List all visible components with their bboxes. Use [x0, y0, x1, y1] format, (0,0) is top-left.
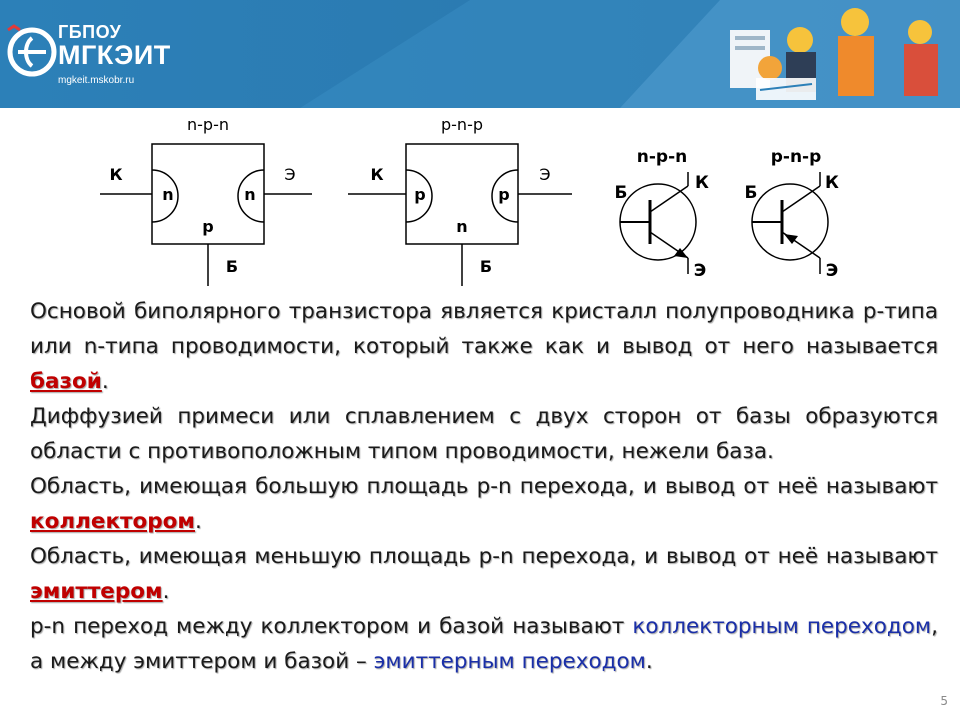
- npn-symbol: [615, 147, 710, 281]
- paragraph-collector: [30, 469, 938, 539]
- npn-emitter-label: Э: [284, 165, 296, 184]
- term-collector-junction: коллекторным переходом: [632, 614, 932, 639]
- paragraph-text: p-n переход между коллектором и базой называют: [30, 614, 633, 639]
- npn-structure-diagram: [100, 115, 312, 286]
- paragraph-base: [30, 294, 938, 399]
- org-name: МГКЭИТ: [58, 40, 171, 70]
- paragraph-text: Диффузией примеси или сплавлением с двух сторон от базы образуются области с противоположным типом проводимости, нежели база.: [30, 404, 938, 464]
- paragraph-text: Область, имеющая большую площадь p-n перехода, и вывод от неё называют: [30, 474, 938, 499]
- pnp-emitter-label: Э: [539, 165, 551, 184]
- paragraph-junctions: [30, 609, 938, 679]
- pnp-collector-label: К: [370, 165, 384, 184]
- paragraph-text: Область, имеющая меньшую площадь p-n перехода, и вывод от неё называют: [30, 544, 938, 569]
- pnp-symbol: [745, 147, 840, 281]
- paragraph-diffusion: [30, 399, 938, 469]
- npn-right-region: n: [244, 185, 256, 204]
- paragraph-end: .: [645, 649, 653, 674]
- npn-symbol-collector-label: К: [695, 173, 709, 193]
- term-base: базой: [30, 369, 102, 394]
- paragraph-end: .: [162, 579, 170, 604]
- paragraph-text: Основой биполярного транзистора является кристалл полупроводника p-типа или n-типа проводимости, который также как и вывод от него называется: [30, 299, 938, 359]
- npn-symbol-title: n-p-n: [636, 147, 688, 167]
- npn-left-region: n: [162, 185, 174, 204]
- npn-symbol-base-label: Б: [614, 183, 628, 203]
- pnp-right-region: p: [498, 185, 510, 204]
- npn-structure-title: n-p-n: [187, 115, 229, 134]
- npn-symbol-emitter-label: Э: [693, 261, 707, 281]
- pnp-base-region: n: [456, 217, 468, 236]
- pnp-symbol-title: p-n-p: [770, 147, 822, 167]
- pnp-symbol-collector-label: К: [825, 173, 839, 193]
- pnp-structure-diagram: [348, 115, 572, 286]
- npn-collector-label: К: [109, 165, 123, 184]
- page-number: 5: [940, 694, 948, 708]
- pnp-base-label: Б: [479, 257, 493, 276]
- org-label: ГБПОУ: [58, 22, 122, 42]
- slide-text: [30, 294, 938, 679]
- npn-base-region: p: [202, 217, 214, 236]
- paragraph-end: .: [101, 369, 109, 394]
- paragraph-end: .: [195, 509, 202, 534]
- pnp-symbol-base-label: Б: [744, 183, 758, 203]
- term-collector: коллектором: [30, 509, 195, 534]
- site-url: mgkeit.mskobr.ru: [58, 75, 135, 86]
- pnp-structure-title: p-n-p: [441, 115, 483, 134]
- transistor-diagrams: [0, 108, 960, 288]
- paragraph-text-mid: , а между эмиттером и базой –: [30, 614, 938, 674]
- pnp-symbol-emitter-label: Э: [825, 261, 839, 281]
- npn-base-label: Б: [225, 257, 239, 276]
- paragraph-emitter: [30, 539, 938, 609]
- term-emitter-junction: эмиттерным переходом: [373, 649, 646, 674]
- term-emitter: эмиттером: [30, 579, 163, 604]
- header-banner: [0, 0, 960, 108]
- pnp-left-region: p: [414, 185, 426, 204]
